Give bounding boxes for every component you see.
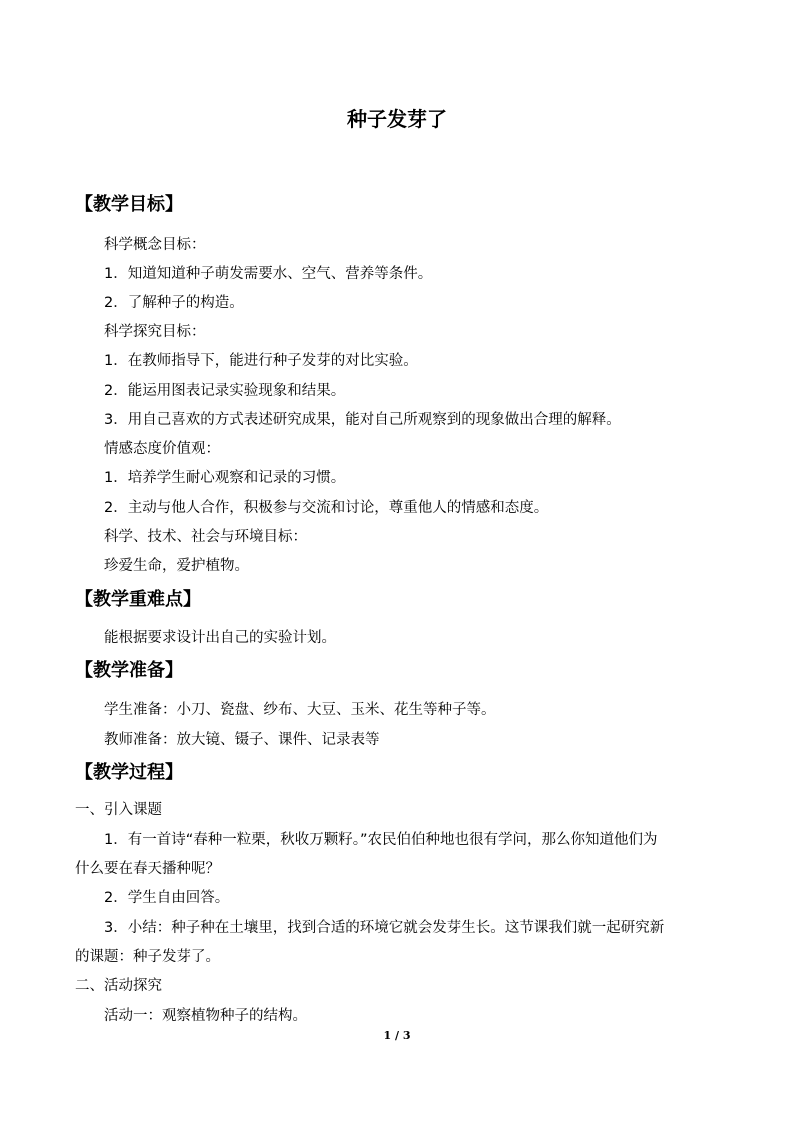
section-heading-process: 【教学过程】	[75, 762, 183, 783]
objective-line: 科学概念目标：	[104, 237, 206, 253]
preparation-line: 教师准备：放大镜、镊子、课件、记录表等	[104, 732, 380, 748]
objective-line: 科学探究目标：	[104, 324, 206, 340]
objective-line: 2．了解种子的构造。	[104, 295, 244, 311]
objective-line: 1．在教师指导下，能进行种子发芽的对比实验。	[104, 353, 418, 369]
process-paragraph: 什么要在春天播种呢？	[75, 861, 220, 877]
objective-line: 1．培养学生耐心观察和记录的习惯。	[104, 470, 346, 486]
section-heading-key-points: 【教学重难点】	[75, 589, 201, 610]
page-number: 1 / 3	[383, 1029, 411, 1042]
preparation-line: 学生准备：小刀、瓷盘、纱布、大豆、玉米、花生等种子等。	[104, 702, 496, 718]
process-paragraph: 2．学生自由回答。	[104, 890, 230, 906]
objective-line: 2．能运用图表记录实验现象和结果。	[104, 383, 346, 399]
key-point-line: 能根据要求设计出自己的实验计划。	[104, 630, 336, 646]
document-title: 种子发芽了	[347, 107, 447, 131]
process-part-title: 一、引入课题	[75, 802, 162, 818]
process-paragraph: 的课题：种子发芽了。	[75, 949, 220, 965]
process-part-title: 二、活动探究	[75, 978, 162, 994]
section-heading-preparation: 【教学准备】	[75, 660, 183, 681]
objective-line: 1．知道知道种子萌发需要水、空气、营养等条件。	[104, 266, 433, 282]
objective-line: 3．用自己喜欢的方式表述研究成果，能对自己所观察到的现象做出合理的解释。	[104, 412, 621, 428]
objective-line: 科学、技术、社会与环境目标：	[104, 529, 307, 545]
objective-line: 珍爱生命，爱护植物。	[104, 558, 249, 574]
process-paragraph: 3．小结：种子种在土壤里，找到合适的环境它就会发芽生长。这节课我们就一起研究新	[104, 920, 665, 936]
objective-line: 情感态度价值观：	[104, 441, 220, 457]
process-paragraph: 1．有一首诗“春种一粒栗，秋收万颗籽。”农民伯伯种地也很有学问，那么你知道他们为	[104, 832, 658, 848]
process-paragraph: 活动一：观察植物种子的结构。	[104, 1008, 307, 1024]
section-heading-objectives: 【教学目标】	[75, 194, 183, 215]
objective-line: 2．主动与他人合作，积极参与交流和讨论，尊重他人的情感和态度。	[104, 500, 549, 516]
